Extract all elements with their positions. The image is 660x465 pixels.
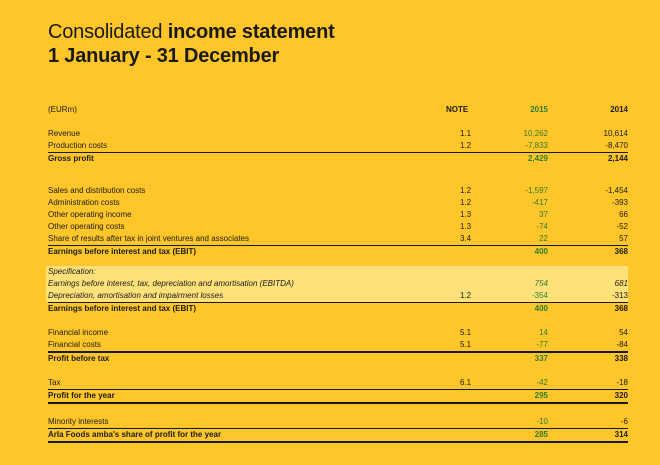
unit-label: (EURm) [48,105,77,114]
row-label: Other operating costs [48,222,125,231]
row-label: Specification: [48,267,96,276]
row-value-2015: -77 [536,340,548,349]
row-value-2014: -6 [620,417,628,426]
row-label: Earnings before interest and tax (EBIT) [48,247,197,256]
specification-heading [48,266,628,278]
row-label: Revenue [48,129,81,138]
row-value-2015: 295 [534,391,548,400]
row-value-2014: 54 [619,328,628,337]
table-row [48,327,628,339]
row-label: Depreciation, amortisation and impairment losses [48,291,224,300]
table-row [48,140,628,152]
profit-before-tax-row [48,351,628,365]
row-value-2014: 320 [614,391,628,400]
row-label: Earnings before interest and tax (EBIT) [48,304,197,313]
row-label: Tax [48,378,61,387]
row-value-2015: 285 [534,430,548,439]
table-row [48,128,628,140]
row-note: 1.2 [460,186,472,195]
row-label: Financial costs [48,340,101,349]
row-label: Sales and distribution costs [48,186,146,195]
page-title [48,20,335,68]
row-value-2014: -8,470 [605,141,628,150]
minority-row [48,416,628,428]
row-value-2015: -417 [531,198,548,207]
table-row [48,185,628,197]
row-value-2014: 10,614 [603,129,628,138]
table-row [48,209,628,221]
row-value-2014: 57 [619,234,628,243]
row-value-2014: 681 [614,279,628,288]
row-value-2015: -1,597 [525,186,548,195]
row-note: 1.2 [460,291,472,300]
row-note: 5.1 [460,340,472,349]
row-label: Production costs [48,141,108,150]
tax-row [48,377,628,389]
table-header [48,104,628,116]
arla-share-row [48,428,628,443]
row-value-2015: 754 [534,279,548,288]
title-period: 1 January - 31 December [48,45,280,67]
row-value-2015: 10,262 [523,129,548,138]
profit-for-year-row [48,389,628,404]
row-note: 1.2 [460,198,472,207]
title-light: Consolidated [48,21,163,43]
gross-profit-row [48,152,628,165]
table-row [48,339,628,351]
row-value-2014: -313 [611,291,628,300]
table-row [48,197,628,209]
table-row [48,278,628,290]
row-note: 1.3 [460,210,472,219]
row-value-2014: 368 [614,304,628,313]
row-value-2015: -354 [531,291,548,300]
row-value-2014: -84 [616,340,628,349]
row-note: 6.1 [460,378,472,387]
row-value-2014: 338 [614,354,628,363]
specification-block [46,266,628,302]
row-value-2015: -10 [536,417,548,426]
ebit-row-2 [48,302,628,315]
row-value-2015: 14 [539,328,548,337]
row-value-2014: 314 [614,430,628,439]
row-label: Share of results after tax in joint ventures and associates [48,234,249,243]
row-value-2014: 368 [614,247,628,256]
row-value-2014: -52 [616,222,628,231]
year2-header: 2014 [610,105,628,114]
row-value-2015: 400 [534,304,548,313]
row-label: Minority interests [48,417,109,426]
note-header: NOTE [446,105,469,114]
row-value-2015: -42 [536,378,548,387]
table-row [48,233,628,245]
row-value-2014: 66 [619,210,628,219]
income-statement-table [48,104,628,443]
row-note: 1.3 [460,222,472,231]
row-label: Financial income [48,328,109,337]
table-row [48,221,628,233]
row-label: Earnings before interest, tax, depreciation and amortisation (EBITDA) [48,279,294,288]
row-value-2015: 2,429 [527,154,548,163]
row-value-2015: 22 [539,234,548,243]
row-note: 5.1 [460,328,472,337]
row-value-2015: -74 [536,222,548,231]
row-note: 1.2 [460,141,472,150]
table-row [48,290,628,302]
row-value-2014: -393 [611,198,628,207]
row-value-2015: 337 [534,354,548,363]
row-value-2015: 400 [534,247,548,256]
row-value-2015: -7,833 [525,141,548,150]
row-value-2015: 37 [539,210,548,219]
row-label: Profit before tax [48,354,110,363]
row-label: Profit for the year [48,391,115,400]
row-label: Other operating income [48,210,132,219]
row-label: Administration costs [48,198,120,207]
row-value-2014: -1,454 [605,186,628,195]
year1-header: 2015 [530,105,548,114]
row-value-2014: -18 [616,378,628,387]
row-note: 3.4 [460,234,472,243]
row-label: Gross profit [48,154,94,163]
title-bold: income statement [167,21,335,43]
row-note: 1.1 [460,129,472,138]
row-value-2014: 2,144 [607,154,628,163]
ebit-row [48,245,628,258]
row-label: Arla Foods amba's share of profit for the year [48,430,222,439]
